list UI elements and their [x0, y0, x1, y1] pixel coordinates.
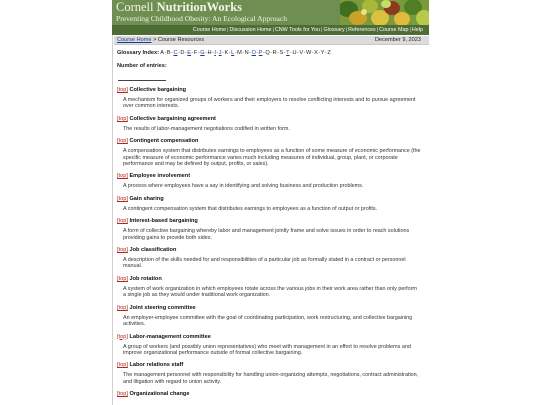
glossary-entry	[117, 275, 423, 299]
letter-separator: -	[184, 50, 187, 56]
glossary-term: Contingent compensation	[129, 138, 199, 145]
nav-course-home[interactable]: Course Home	[192, 27, 227, 33]
breadcrumb-bar	[114, 36, 429, 45]
brand-part1: Cornell	[116, 0, 157, 14]
breadcrumb-separator: >	[151, 37, 158, 43]
top-link[interactable]: [top]	[117, 218, 128, 225]
top-link[interactable]: [top]	[117, 333, 128, 340]
header-produce-photo	[340, 0, 429, 25]
glossary-term: Joint steering committee	[129, 304, 196, 311]
glossary-entry-heading	[117, 304, 423, 312]
letter-separator: -	[318, 50, 321, 56]
glossary-term: Gain sharing	[129, 195, 164, 202]
top-link[interactable]: [top]	[117, 362, 128, 369]
glossary-entry-heading	[117, 333, 423, 341]
glossary-entry-heading	[117, 115, 423, 123]
glossary-term: Employee involvement	[129, 173, 191, 180]
letter-separator: -	[197, 50, 200, 56]
glossary-definition: A contingent compensation system that distributes earnings to employees as a function of output or profits.	[123, 205, 378, 212]
glossary-entry-heading	[117, 86, 423, 94]
glossary-entry	[117, 195, 423, 212]
breadcrumb-course-home[interactable]: Course Home	[117, 37, 152, 43]
glossary-entry-heading	[117, 390, 423, 398]
glossary-entry	[117, 172, 423, 189]
glossary-entry-heading	[117, 361, 423, 369]
glossary-letter-a: A	[160, 50, 164, 56]
glossary-letter-o[interactable]: O	[251, 50, 256, 56]
nav-cnw-tools[interactable]: CNW Tools for You	[274, 27, 321, 33]
glossary-entry	[117, 333, 423, 357]
letter-separator: -	[171, 50, 173, 56]
letter-separator: -	[303, 50, 306, 56]
glossary-term: Collective bargaining agreement	[129, 115, 216, 122]
letter-separator: -	[256, 50, 259, 56]
glossary-letter-u: U	[292, 50, 297, 56]
glossary-letter-c[interactable]: C	[173, 50, 178, 56]
glossary-letter-v: V	[299, 50, 304, 56]
left-gutter	[0, 0, 112, 405]
top-link[interactable]: [top]	[117, 138, 128, 145]
glossary-definition: The management personnel with responsibility for handling union-organizing attempts, negotiations, contract administration, and litigation with regard to union activity.	[123, 372, 419, 385]
top-link[interactable]: [top]	[117, 275, 128, 282]
top-navigation	[112, 25, 429, 35]
letter-separator: -	[216, 50, 219, 56]
glossary-entry-heading	[117, 137, 423, 145]
breadcrumb-current: Course Resources	[157, 37, 205, 43]
glossary-entry	[117, 217, 423, 241]
glossary-definition: The results of labor-management negotiations codified in written form.	[123, 125, 290, 132]
glossary-term: Organizational change	[129, 391, 190, 398]
glossary-letter-e[interactable]: E	[187, 50, 192, 56]
letter-separator: -	[205, 50, 207, 56]
glossary-letter-q: Q	[265, 50, 270, 56]
glossary-term: Job rotation	[129, 275, 162, 282]
content-edge	[112, 0, 113, 405]
glossary-entries	[117, 86, 423, 398]
glossary-entry-heading	[117, 217, 423, 225]
glossary-term: Labor relations staff	[129, 362, 184, 369]
produce-photo-image	[340, 0, 429, 25]
glossary-letter-d: D	[180, 50, 185, 56]
glossary-letter-m: M	[237, 50, 242, 56]
letter-separator: -	[277, 50, 280, 56]
glossary-letter-l[interactable]: L	[231, 50, 235, 56]
nav-references[interactable]: References	[348, 27, 376, 33]
glossary-letter-g[interactable]: G	[200, 50, 205, 56]
glossary-content	[117, 49, 423, 398]
glossary-definition: A group of workers (and possibly union representatives) who meet with management in an effort to resolve problems and improve organizational performance outside of formal collective bargaining.	[123, 343, 411, 356]
header-text	[116, 1, 287, 23]
glossary-letter-h: H	[207, 50, 212, 56]
glossary-term: Interest-based bargaining	[129, 218, 198, 225]
nav-links: Course Home|Discussion Home|CNW Tools for You|Glossary|References|Course Map|Help	[192, 27, 423, 33]
glossary-letter-y: Y	[320, 50, 325, 56]
letter-separator: -	[249, 50, 252, 56]
top-link[interactable]: [top]	[117, 173, 128, 180]
glossary-letter-w: W	[305, 50, 312, 56]
nav-help[interactable]: Help	[411, 27, 423, 33]
glossary-entry	[117, 86, 423, 110]
nav-discussion-home[interactable]: Discussion Home	[229, 27, 272, 33]
top-link[interactable]: [top]	[117, 195, 128, 202]
letter-separator: -	[234, 50, 237, 56]
glossary-entry-heading	[117, 275, 423, 283]
top-link[interactable]: [top]	[117, 391, 128, 398]
glossary-index	[117, 49, 423, 57]
letter-separator: -	[191, 50, 194, 56]
entries-divider	[118, 80, 166, 81]
letter-separator: -	[164, 50, 167, 56]
breadcrumb	[117, 37, 204, 44]
glossary-entry-heading	[117, 246, 423, 254]
glossary-letter-t[interactable]: T	[286, 50, 290, 56]
glossary-letter-k: K	[224, 50, 229, 56]
glossary-index-label: Glossary Index:	[117, 50, 159, 56]
glossary-entry	[117, 390, 423, 398]
letter-separator: -	[283, 50, 286, 56]
glossary-entry-heading	[117, 172, 423, 180]
glossary-letter-b: B	[166, 50, 171, 56]
glossary-definition: A process where employees have a say in identifying and solving business and production problems.	[123, 183, 364, 190]
glossary-definition: A mechanism for organized groups of workers and their employers to resolve conflicting interests and to pursue agreement over common interests.	[123, 97, 416, 110]
letter-separator: -	[222, 50, 224, 56]
top-link[interactable]: [top]	[117, 115, 128, 122]
brand-part2: NutritionWorks	[156, 0, 243, 14]
glossary-definition: A compensation system that distributes earnings to employees as a function of some measure of economic performance (the specific measure of economic performance varies much including measures of individual, group, plant, or corporate performance and may be defined by output, profits, or sales).	[123, 148, 421, 168]
glossary-definition: A description of the skills needed for and responsibilities of a particular job as formally stated in a contract or personnel manual.	[123, 257, 406, 270]
glossary-letter-j[interactable]: J	[218, 50, 222, 56]
nav-glossary[interactable]: Glossary	[323, 27, 345, 33]
site-logo[interactable]	[116, 1, 287, 13]
nav-course-map[interactable]: Course Map	[379, 27, 409, 33]
glossary-entry	[117, 246, 423, 270]
glossary-letter-r: R	[272, 50, 277, 56]
letter-separator: -	[290, 50, 292, 56]
letter-separator: -	[311, 50, 314, 56]
glossary-letter-i[interactable]: I	[214, 50, 216, 56]
top-link[interactable]: [top]	[117, 247, 128, 254]
glossary-entry	[117, 137, 423, 167]
glossary-entry-heading	[117, 195, 423, 203]
glossary-definition: A system of work organization in which employees rotate across the various jobs in their work area rather than only perform a single job as they would under traditional work organization.	[123, 285, 417, 299]
glossary-term: Labor-management committee	[129, 333, 211, 340]
top-link[interactable]: [top]	[117, 304, 128, 311]
glossary-letters	[160, 50, 331, 56]
glossary-letter-f: F	[193, 50, 198, 56]
glossary-entry	[117, 304, 423, 328]
letter-separator: -	[228, 50, 231, 56]
entries-count-label: Number of entries:	[117, 63, 167, 69]
glossary-letter-s: S	[279, 50, 284, 56]
glossary-definition: A form of collective bargaining whereby labor and management jointly frame and solve issues in order to reach solutions providing gains to provide both sides.	[123, 228, 410, 241]
letter-separator: -	[297, 50, 299, 56]
glossary-term: Collective bargaining	[129, 87, 187, 93]
glossary-term: Job classification	[129, 247, 177, 254]
glossary-letter-p[interactable]: P	[258, 50, 263, 56]
glossary-letter-z: Z	[327, 50, 331, 56]
letter-separator: -	[270, 50, 273, 56]
top-link[interactable]: [top]	[117, 87, 128, 93]
letter-separator: -	[324, 50, 327, 56]
glossary-definition: An employer-employee committee with the goal of coordinating participation, work restructuring, and collective bargaining activities.	[123, 314, 413, 328]
glossary-letter-x: X	[314, 50, 318, 56]
site-tagline: Preventing Childhood Obesity: An Ecological Approach	[116, 14, 288, 23]
glossary-entry	[117, 361, 423, 385]
glossary-entry	[117, 115, 423, 132]
letter-separator: -	[178, 50, 180, 56]
glossary-letter-n: N	[244, 50, 249, 56]
letter-separator: -	[211, 50, 214, 56]
current-date: December 9, 2023	[374, 37, 421, 43]
letter-separator: -	[242, 50, 245, 56]
letter-separator: -	[263, 50, 265, 56]
